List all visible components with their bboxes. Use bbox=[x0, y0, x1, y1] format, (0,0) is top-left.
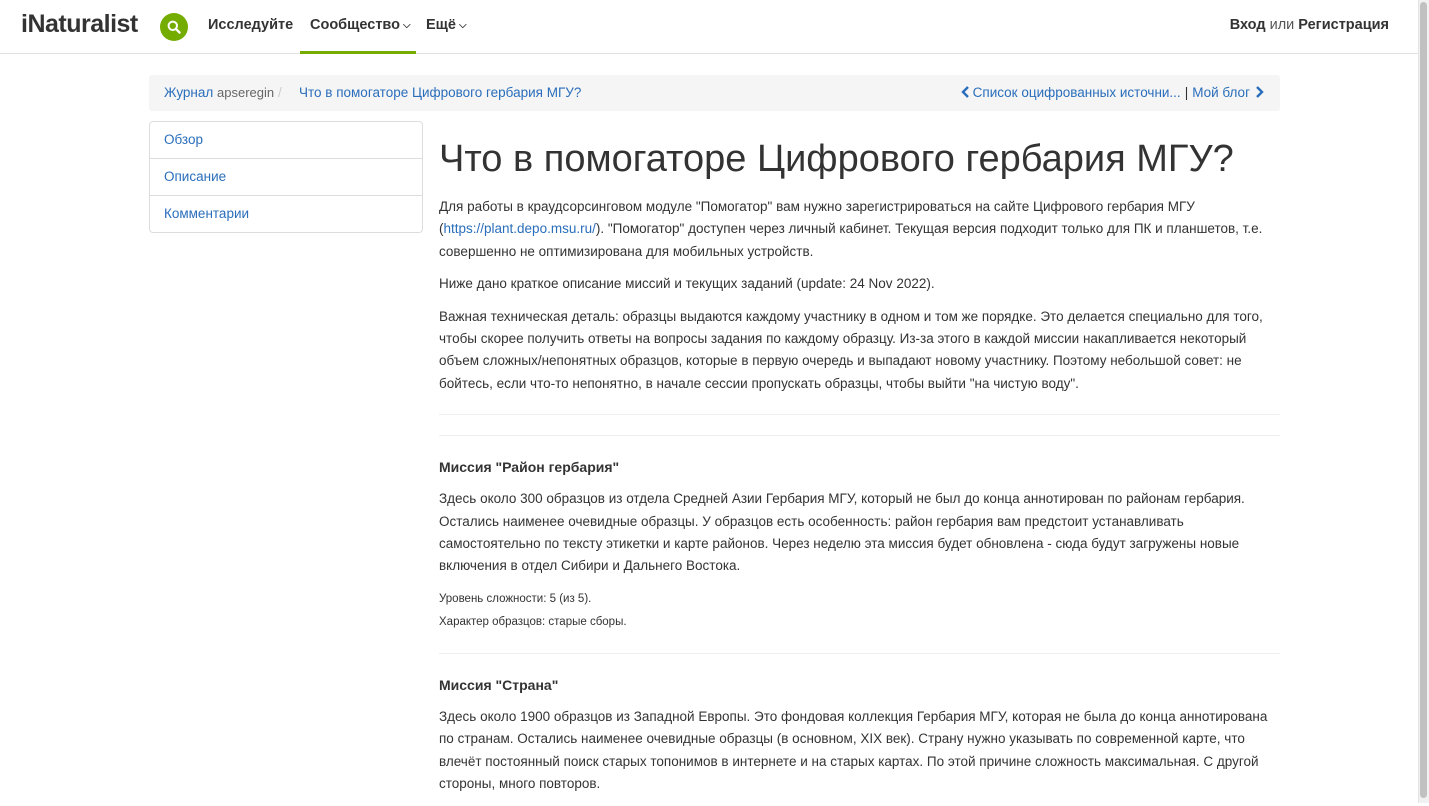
search-icon bbox=[167, 20, 181, 34]
inaturalist-logo[interactable] bbox=[21, 10, 138, 39]
breadcrumb-current[interactable]: Что в помогаторе Цифрового гербария МГУ? bbox=[299, 85, 582, 100]
breadcrumb bbox=[149, 75, 1280, 111]
breadcrumb-journal[interactable] bbox=[164, 85, 274, 100]
chevron-down-icon: ⌵ bbox=[403, 20, 411, 31]
nav-more[interactable] bbox=[426, 17, 467, 33]
chevron-right-icon bbox=[1255, 86, 1264, 98]
breadcrumb-journal-link[interactable]: Журнал bbox=[164, 85, 214, 100]
nav-pipe: | bbox=[1184, 85, 1189, 100]
sidenav-description[interactable]: Описание bbox=[150, 159, 422, 196]
mission-1-level: Уровень сложности: 5 (из 5). bbox=[439, 592, 592, 605]
mission-1-text: Здесь около 300 образцов из отдела Средней Азии Гербария МГУ, который не был до конца аннотирован по районам гербария. Остались наименее очевидные образцы. У образцов есть особенность: район гербария вам предстоит устанавливать самостоятельно по тексту этикетки и карте районов. Через неделю эта миссия будет обновлена - сюда будут загружены новые включения в отдел Сибири и Дальнего Востока. bbox=[439, 491, 1245, 574]
breadcrumb-user[interactable]: apseregin bbox=[217, 85, 275, 100]
nav-explore[interactable]: Исследуйте bbox=[208, 17, 294, 33]
divider bbox=[439, 653, 1280, 654]
divider bbox=[439, 414, 1280, 415]
post-update-note: Ниже дано краткое описание миссий и текущих заданий (update: 24 Nov 2022). bbox=[439, 276, 935, 292]
post-navigation bbox=[961, 85, 1264, 100]
mission-2-text: Здесь около 1900 образцов из Западной Европы. Это фондовая коллекция Гербария МГУ, которая не была до конца аннотирована по странам. Остались наименее очевидные образцы (в основном, XIX век). Страну нужно указывать по современной карте, что влечёт постоянный поиск старых топонимов в интернете и на старых картах. По этой причине сложность максимальная. С другой стороны, много повторов. bbox=[439, 708, 1268, 792]
mission-2-title: Миссия "Страна" bbox=[439, 676, 559, 693]
post-body bbox=[439, 136, 1280, 806]
logo-text[interactable]: iNaturalist bbox=[21, 10, 138, 38]
login-link[interactable]: Вход bbox=[1229, 17, 1266, 33]
active-nav-indicator bbox=[300, 51, 416, 54]
top-navbar bbox=[0, 0, 1419, 54]
page-scrollbar[interactable] bbox=[1418, 0, 1429, 803]
nav-more-label: Ещё bbox=[426, 17, 456, 33]
chevron-left-icon bbox=[961, 86, 970, 98]
mission-1-title: Миссия "Район гербария" bbox=[439, 459, 620, 476]
previous-post-link[interactable] bbox=[961, 85, 1181, 100]
nav-community[interactable] bbox=[310, 17, 411, 33]
breadcrumb-separator: / bbox=[278, 85, 282, 100]
chevron-down-icon: ⌵ bbox=[458, 20, 467, 31]
herbarium-link[interactable]: https://plant.depo.msu.ru/ bbox=[443, 221, 596, 237]
search-button[interactable] bbox=[160, 13, 188, 41]
post-intro bbox=[439, 196, 1280, 263]
sidenav-comments[interactable]: Комментарии bbox=[164, 206, 250, 221]
my-blog-label: Мой блог bbox=[1192, 85, 1250, 100]
nav-community-label: Сообщество bbox=[310, 17, 400, 33]
post-intro-b: ). "Помогатор" доступен через личный кабинет. Текущая версия подходит только для ПК и планшетов, т.е. совершенно не оптимизирована для мобильных устройств. bbox=[439, 221, 1263, 259]
post-title: Что в помогаторе Цифрового гербария МГУ? bbox=[439, 138, 1234, 180]
scrollbar-thumb[interactable] bbox=[1420, 2, 1427, 798]
divider bbox=[439, 435, 1280, 436]
my-blog-link[interactable] bbox=[1192, 85, 1264, 100]
post-tech-note: Важная техническая деталь: образцы выдаются каждому участнику в одном и том же порядке. Это делается специально для того, чтобы скорее получить ответы на вопросы задания по каждому образцу. Из-за этого в каждой миссии накапливается некоторый объем сложных/непонятных образцов, которые в первую очередь и выпадают новому участнику. Поэтому небольшой совет: не бойтесь, если что-то непонятно, в начале сессии пропускать образцы, чтобы выйти "на чистую воду". bbox=[439, 308, 1263, 391]
post-sidenav bbox=[149, 121, 423, 233]
signup-link[interactable]: Регистрация bbox=[1298, 17, 1389, 33]
auth-or-text: или bbox=[1269, 17, 1295, 33]
auth-links bbox=[1230, 17, 1389, 33]
sidenav-overview[interactable]: Обзор bbox=[150, 122, 422, 159]
mission-1-kind: Характер образцов: старые сборы. bbox=[439, 615, 627, 628]
previous-post-label: Список оцифрованных источни... bbox=[972, 85, 1181, 100]
post-intro-a: Для работы в краудсорсинговом модуле "Помогатор" вам нужно зарегистрироваться на сайте Цифрового гербария МГУ ( bbox=[439, 199, 1195, 237]
